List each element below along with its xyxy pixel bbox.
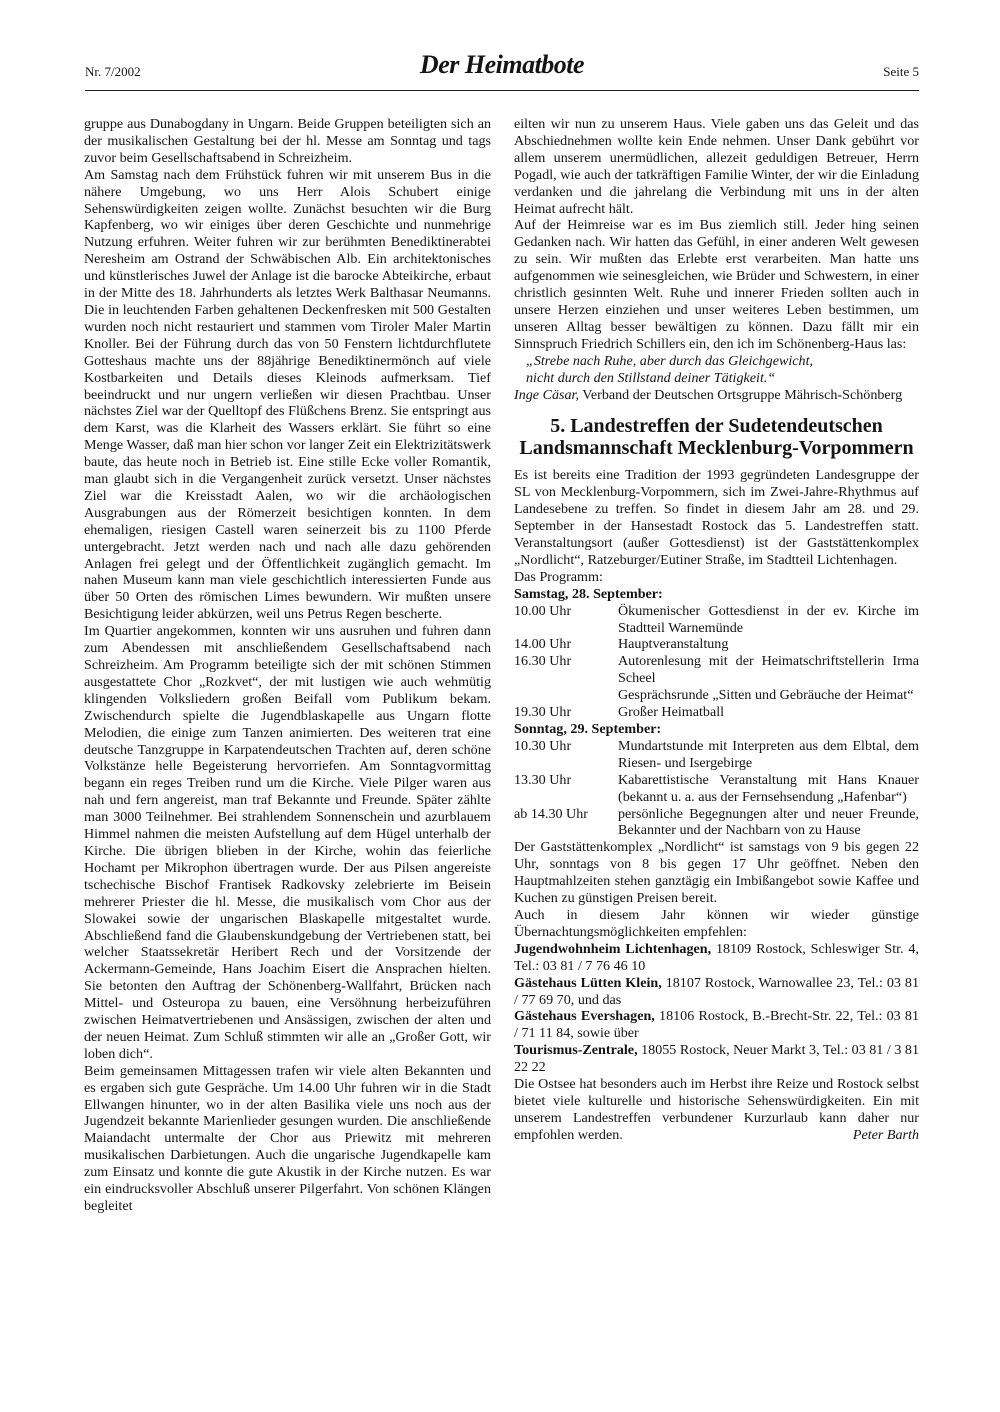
schiller-quote-line: nicht durch den Stillstand deiner Tätigkeit.“ — [526, 369, 776, 386]
program-event: Mundartstunde mit Interpreten aus dem Elbtal, dem Riesen- und Isergebirge — [618, 737, 919, 771]
article-intro: Es ist bereits eine Tradition der 1993 gegründeten Landesgruppe der SL von Mecklenburg-Vorpommern, sich im Zwei-Jahre-Rhythmus auf Landesebene zu treffen. So findet in diesem Jahr am 28. und 29. September in der Hansestadt Rostock das 5. Landestreffen statt. Veranstaltungsort (außer Gottesdienst) ist der Gaststättenkomplex „Nordlicht“, Ratzeburger/Eutiner Straße, im Stadtteil Lichtenhagen. — [514, 467, 919, 568]
program-event: Ökumenischer Gottesdienst in der ev. Kirche im Stadtteil Warnemünde — [618, 602, 919, 636]
right-column — [514, 116, 919, 1144]
program-event: Kabarettistische Veranstaltung mit Hans Knauer (bekannt u. a. aus der Fernsehsendung „Hafenbar“) — [618, 771, 919, 805]
lodging-details: 18106 Rostock, B.-Brecht-Str. 22, Tel.: 03 81 / 71 11 84, sowie über — [514, 1008, 919, 1042]
sunday-program — [514, 738, 919, 839]
program-time: 14.00 Uhr — [514, 636, 572, 653]
program-time: 10.30 Uhr — [514, 737, 572, 754]
article-paragraph: gruppe aus Dunabogdany in Ungarn. Beide Gruppen beteiligten sich an der musikalischen Gestaltung bei der hl. Messe am Sonntag und tags zuvor beim Gesellschaftsabend in Schreizheim. — [84, 116, 491, 166]
article-signature — [514, 387, 919, 404]
program-row — [514, 603, 919, 637]
program-row — [514, 772, 919, 806]
article-headline — [514, 415, 919, 459]
lodging-name: Gästehaus Lütten Klein, — [514, 974, 662, 991]
closing-paragraph — [514, 1076, 919, 1144]
article-paragraph: Beim gemeinsamen Mittagessen trafen wir viele alten Bekannten und es ergaben sich gute Gespräche. Um 14.00 Uhr fuhren wir in die Stadt Ellwangen hinunter, wo in der alten Basilika viele uns noch aus der Jugendzeit bekannte Marienlieder gesungen wurden. Die anschließende Maiandacht untermalte der Chor aus Priewitz mit mehreren musikalischen Darbietungen. Auch die ungarische Jugendkapelle kam zum Einsatz und konnte die gute Akustik in der Kirche nutzen. Es war ein eindrucksvoller Abschluß unserer Pilgerfahrt. Von schönen Klängen begleitet — [84, 1062, 491, 1214]
headline-line: Landsmannschaft Mecklenburg-Vorpommern — [519, 437, 914, 460]
closing-text: Die Ostsee hat besonders auch im Herbst ihre Reize und Rostock selbst bietet viele kulturelle und historische Sehenswürdigkeiten. Ein mit unserem Landestreffen verbundener Kurzurlaub kann daher nur empfohlen werden. — [514, 1076, 919, 1143]
lodging-entry — [514, 975, 919, 1009]
program-row — [514, 806, 919, 840]
issue-number: Nr. 7/2002 — [85, 64, 141, 79]
headline-line: 5. Landestreffen der Sudetendeutschen — [550, 415, 883, 438]
saturday-heading: Samstag, 28. September: — [514, 585, 663, 602]
article-paragraph: Im Quartier angekommen, konnten wir uns ausruhen und fuhren dann zum Abendessen mit anschließendem Gesellschaftsabend nach Schreizheim. Am Programm beteiligte sich der mit schönen Stimmen ausgestattete Chor „Rozkvet“, der mit lustigen wie auch wehmütig klingenden Volksliedern großen Beifall vom Publikum bekam. Zwischendurch spielte die Jugendblaskapelle aus Ungarn flotte Melodien, die einige zum Tanzen animierten. Des weiteren trat eine deutsche Tanzgruppe in Karpatendeutschen Trachten auf, deren schöne Volkstänze helle Begeisterung hervorriefen. Am Sonntagvormittag begann ein reges Treiben rund um die Kirche. Viele Pilger waren aus nah und fern angereist, man traf Bekannte und Freunde. Später zählte man 3000 Teilnehmer. Bei strahlendem Sonnenschein und azurblauem Himmel nahmen die meisten Aufstellung auf dem Hügel unterhalb der Kirche. Die übrigen blieben in der Kirche, wohin das feierliche Hochamt per Mikrophon übertragen wurde. Der aus Pilsen angereiste tschechische Bischof Frantisek Radkovsky zelebrierte im Beisein mehrerer Priester die hl. Messe, die musikalisch vom Chor aus der Slowakei sowie der ungarischen Blaskapelle mitgestaltet wurde. Abschließend fand die Glaubenskundgebung der Vertriebenen statt, bei welcher Staatssekretär Heribert Rech und der Vorsitzende der Ackermann-Gemeinde, Hans Joachim Eisert die Ansprachen hielten. Sie betonten den Auftrag der Schönenberg-Wallfahrt, Brücken nach Mittel- und Osteuropa zu bauen, eine Versöhnung herbeizuführen zwischen Heimatvertriebenen und Ansässigen, zwischen der alten und der neuen Heimat. Zum Schluß stimmten wir alle an „Großer Gott, wir loben dich“. — [84, 623, 491, 1062]
lodging-entry — [514, 1008, 919, 1042]
program-row — [514, 704, 919, 721]
lodging-name: Tourismus-Zentrale, — [514, 1042, 638, 1059]
program-time: 13.30 Uhr — [514, 771, 572, 788]
program-time: 10.00 Uhr — [514, 602, 572, 619]
schiller-quote-line: „Strebe nach Ruhe, aber durch das Gleichgewicht, — [526, 352, 814, 369]
page-number: Seite 5 — [883, 64, 919, 79]
lodging-entry — [514, 941, 919, 975]
lodging-name: Gästehaus Evershagen, — [514, 1008, 655, 1025]
program-event: Großer Heimatball — [618, 704, 725, 721]
program-row — [514, 653, 919, 687]
signature-name: Inge Cäsar, — [514, 386, 579, 403]
article-paragraph: eilten wir nun zu unserem Haus. Viele gaben uns das Geleit und das Abschiednehmen wollte kein Ende nehmen. Unser Dank gebührt vor allem unserem unermüdlichen, allezeit geduldigen Betreuer, Herrn Pogadl, wie auch der tatkräftigen Familie Winter, der wir die Einladung verdanken und die jahrelang die Verbindung mit uns in der alten Heimat aufrecht hält. — [514, 116, 919, 217]
program-event: Hauptveranstaltung — [618, 636, 729, 653]
lodging-details: 18109 Rostock, Schleswiger Str. 4, Tel.: 03 81 / 7 76 46 10 — [514, 940, 919, 974]
lodging-entry — [514, 1042, 919, 1076]
venue-info: Der Gaststättenkomplex „Nordlicht“ ist samstags von 9 bis gegen 22 Uhr, sonntags von 8 bis gegen 17 Uhr geöffnet. Neben den Hauptmahlzeiten stehen ganztägig ein Imbißangebot sowie Kaffee und Kuchen zu günstigen Preisen bereit. — [514, 839, 919, 907]
program-row — [514, 687, 919, 704]
program-time: 19.30 Uhr — [514, 704, 572, 721]
masthead-logo: Der Heimatbote — [419, 50, 585, 79]
lodging-intro: Auch in diesem Jahr können wir wieder günstige Übernachtungsmöglichkeiten empfehlen: — [514, 906, 919, 940]
lodging-details: 18055 Rostock, Neuer Markt 3, Tel.: 03 81 / 3 81 22 22 — [514, 1042, 919, 1076]
program-event: persönliche Begegnungen alter und neuer Freunde, Bekannter und der Nachbarn von zu Hause — [618, 805, 919, 839]
page-header — [85, 50, 919, 91]
program-event: Gesprächsrunde „Sitten und Gebräuche der Heimat“ — [618, 687, 914, 704]
lodging-name: Jugendwohnheim Lichtenhagen, — [514, 940, 712, 957]
program-event: Autorenlesung mit der Heimatschriftstellerin Irma Scheel — [618, 653, 919, 687]
program-row — [514, 738, 919, 772]
program-time: ab 14.30 Uhr — [514, 805, 588, 822]
article-paragraph: Am Samstag nach dem Frühstück fuhren wir mit unserem Bus in die nähere Umgebung, wo uns Herr Alois Schubert einige Sehenswürdigkeiten zeigen wollte. Zunächst besuchten wir die Burg Kapfenberg, wo wir einiges über deren Geschichte und nunmehrige Nutzung erfuhren. Weiter fuhren wir zur berühmten Benediktinerabtei Neresheim am Ostrand der Schwäbischen Alb. Ein architektonisches und künstlerisches Juwel der Anlage ist die barocke Abteikirche, erbaut in der Mitte des 18. Jahrhunderts als letztes Werk Balthasar Neumanns. Die in leuchtenden Farben gehaltenen Deckenfresken mit 500 Gestalten wurden noch nicht restauriert und stammen vom Tiroler Maler Martin Knoller. Bei der Führung durch das von 50 Fenstern lichtdurchflutete Gotteshaus machte uns der 88jährige Benediktinermönch auf viele Kostbarkeiten und Details dieses Kleinods aufmerksam. Tief beeindruckt und nur ungern verließen wir diesen Prachtbau. Unser nächstes Ziel war der Quelltopf des Flüßchens Brenz. Sie entspringt aus dem Karst, was die Klarheit des Wassers erklärt. Sie führt so eine Menge Wasser, daß man hier schon vor langer Zeit ein Elektrizitätswerk baute, das heute noch in Betrieb ist. Eine stille Ecke voller Romantik, man glaubt sich in die Vergangenheit zurück versetzt. Unser nächstes Ziel war die Kreisstadt Aalen, wo wir die archäologischen Ausgrabungen aus der Römerzeit besichtigen konnten. In dem ehemaligen, riesigen Castell waren seinerzeit bis zu 1100 Pferde untergebracht. Jetzt werden nach und nach alle dazu gehörenden Anlagen frei gelegt und der Öffentlichkeit zugänglich gemacht. Im nahen Museum kann man viele geschichtlich interessierten Funde aus über 50 Orten des römischen Limes bewundern. Wir mußten unsere Besichtigung leider abkürzen, weil uns Petrus Regen bescherte. — [84, 166, 492, 623]
article-author: Peter Barth — [852, 1126, 919, 1143]
program-time: 16.30 Uhr — [514, 653, 572, 670]
lodging-details: 18107 Rostock, Warnowallee 23, Tel.: 03 81 / 77 69 70, und das — [514, 974, 919, 1008]
article-paragraph: Auf der Heimreise war es im Bus ziemlich still. Jeder hing seinen Gedanken nach. Wir hatten das Gefühl, in einer anderen Welt gewesen zu sein. Wir mußten das Erlebte erst verarbeiten. Man hatte uns aufgenommen wie seinesgleichen, wie Brüder und Schwestern, in einer christlich gesinnten Welt. Ruhe und innerer Frieden sollten auch in unsere Herzen einziehen und unser weiteres Leben bestimmen, um unseren Alltag besser bewältigen zu können. Dazu fällt mir ein Sinnspruch Friedrich Schillers ein, den ich im Schönenberg-Haus las: — [514, 217, 919, 352]
saturday-program — [514, 603, 919, 721]
left-column — [84, 116, 491, 1215]
program-time — [514, 687, 618, 704]
signature-affiliation: Verband der Deutschen Ortsgruppe Mährisch-Schönberg — [579, 386, 903, 403]
program-label: Das Programm: — [514, 568, 603, 585]
sunday-heading: Sonntag, 29. September: — [514, 721, 662, 737]
program-row — [514, 636, 919, 653]
